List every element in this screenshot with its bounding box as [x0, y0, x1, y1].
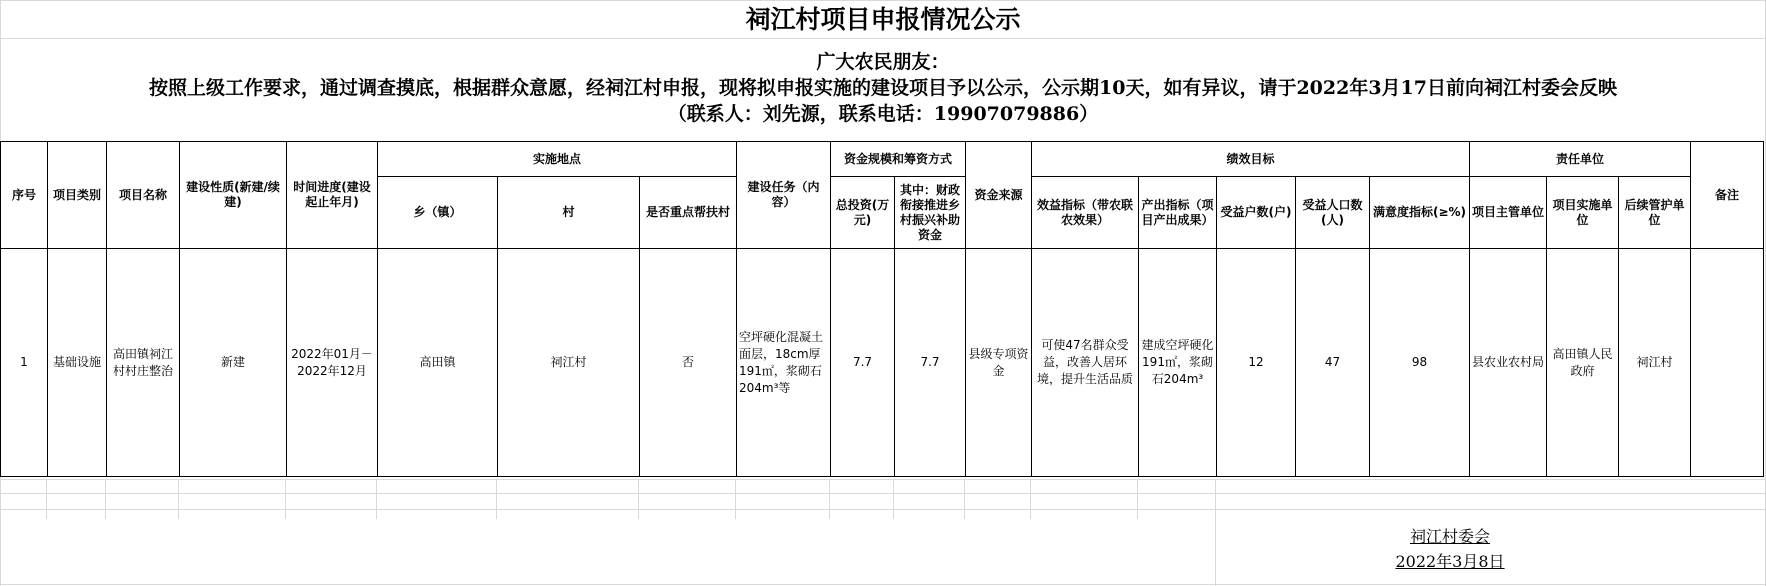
grid-line — [893, 479, 894, 519]
cell-maintenance: 祠江村 — [1619, 249, 1691, 477]
grid-line — [735, 479, 736, 519]
header-total-investment: 总投资(万元) — [831, 177, 895, 249]
grid-line — [1215, 479, 1216, 586]
signature-org: 祠江村委会 — [1409, 527, 1490, 546]
table-row — [1, 249, 1764, 477]
header-responsible: 责任单位 — [1470, 142, 1691, 177]
grid-line — [0, 584, 1766, 585]
grid-line — [964, 479, 965, 519]
header-fund-source: 资金来源 — [966, 142, 1032, 249]
header-village: 村 — [498, 177, 640, 249]
grid-line — [1137, 479, 1138, 519]
cell-total-investment: 7.7 — [831, 249, 895, 477]
cell-task: 空坪硬化混凝土面层，18cm厚191㎡，浆砌石204m³等 — [737, 249, 831, 477]
grid-line — [829, 479, 830, 519]
grid-line — [376, 479, 377, 519]
grid-line — [105, 479, 106, 519]
header-benefit-households: 受益户数(户) — [1217, 177, 1296, 249]
header-key-village: 是否重点帮扶村 — [640, 177, 737, 249]
grid-line — [0, 479, 1766, 480]
cell-supervisor: 县农业农村局 — [1470, 249, 1547, 477]
header-benefit-population: 受益人口数(人) — [1296, 177, 1370, 249]
page-title: 祠江村项目申报情况公示 — [745, 5, 1021, 34]
header-task: 建设任务（内容） — [737, 142, 831, 249]
grid-line — [46, 479, 47, 519]
cell-fund-source: 县级专项资金 — [966, 249, 1032, 477]
header-supervisor: 项目主管单位 — [1470, 177, 1547, 249]
grid-line — [496, 479, 497, 519]
header-subsidy: 其中：财政衔接推进乡村振兴补助资金 — [895, 177, 966, 249]
project-table — [0, 141, 1764, 477]
header-implementer: 项目实施单位 — [1547, 177, 1619, 249]
cell-nature: 新建 — [180, 249, 287, 477]
cell-output-indicator: 建成空坪硬化191㎡，浆砌石204m³ — [1139, 249, 1217, 477]
header-output-indicator: 产出指标（项目产出成果） — [1139, 177, 1217, 249]
cell-benefit-population: 47 — [1296, 249, 1370, 477]
header-remarks: 备注 — [1691, 142, 1764, 249]
cell-benefit-indicator: 可使47名群众受益，改善人居环境，提升生活品质 — [1032, 249, 1139, 477]
header-seq: 序号 — [1, 142, 48, 249]
grid-line — [0, 0, 1766, 1]
cell-satisfaction: 98 — [1370, 249, 1470, 477]
header-maintenance: 后续管护单位 — [1619, 177, 1691, 249]
grid-line — [638, 479, 639, 519]
header-benefit-indicator: 效益指标（带农联农效果） — [1032, 177, 1139, 249]
grid-line — [0, 509, 1766, 510]
header-location: 实施地点 — [378, 142, 737, 177]
cell-category: 基础设施 — [48, 249, 107, 477]
header-township: 乡（镇） — [378, 177, 498, 249]
cell-township: 高田镇 — [378, 249, 498, 477]
grid-line — [0, 493, 1766, 494]
grid-line — [285, 479, 286, 519]
grid-line — [0, 38, 1766, 39]
header-row-top — [1, 142, 1764, 177]
header-performance: 绩效目标 — [1032, 142, 1470, 177]
cell-key-village: 否 — [640, 249, 737, 477]
header-category: 项目类别 — [48, 142, 107, 249]
notice-body: 按照上级工作要求，通过调查摸底，根据群众意愿，经祠江村申报，现将拟申报实施的建设项目予以公示，公示期10天，如有异议，请于2022年3月17日前向祠江村委会反映 — [149, 77, 1617, 99]
cell-implementer: 高田镇人民政府 — [1547, 249, 1619, 477]
header-nature: 建设性质(新建/续建) — [180, 142, 287, 249]
cell-schedule: 2022年01月－2022年12月 — [287, 249, 378, 477]
header-satisfaction: 满意度指标(≥%) — [1370, 177, 1470, 249]
cell-name: 高田镇祠江村村庄整治 — [107, 249, 180, 477]
cell-village: 祠江村 — [498, 249, 640, 477]
notice-contact: （联系人：刘先源，联系电话：19907079886） — [667, 103, 1099, 125]
cell-remarks — [1691, 249, 1764, 477]
header-schedule: 时间进度(建设起止年月) — [287, 142, 378, 249]
cell-seq: 1 — [1, 249, 48, 477]
signature-date: 2022年3月8日 — [1395, 552, 1505, 571]
cell-benefit-households: 12 — [1217, 249, 1296, 477]
notice-greeting: 广大农民朋友： — [816, 51, 950, 73]
cell-subsidy: 7.7 — [895, 249, 966, 477]
grid-line — [178, 479, 179, 519]
grid-line — [1030, 479, 1031, 519]
header-name: 项目名称 — [107, 142, 180, 249]
header-funding-scale: 资金规模和筹资方式 — [831, 142, 966, 177]
